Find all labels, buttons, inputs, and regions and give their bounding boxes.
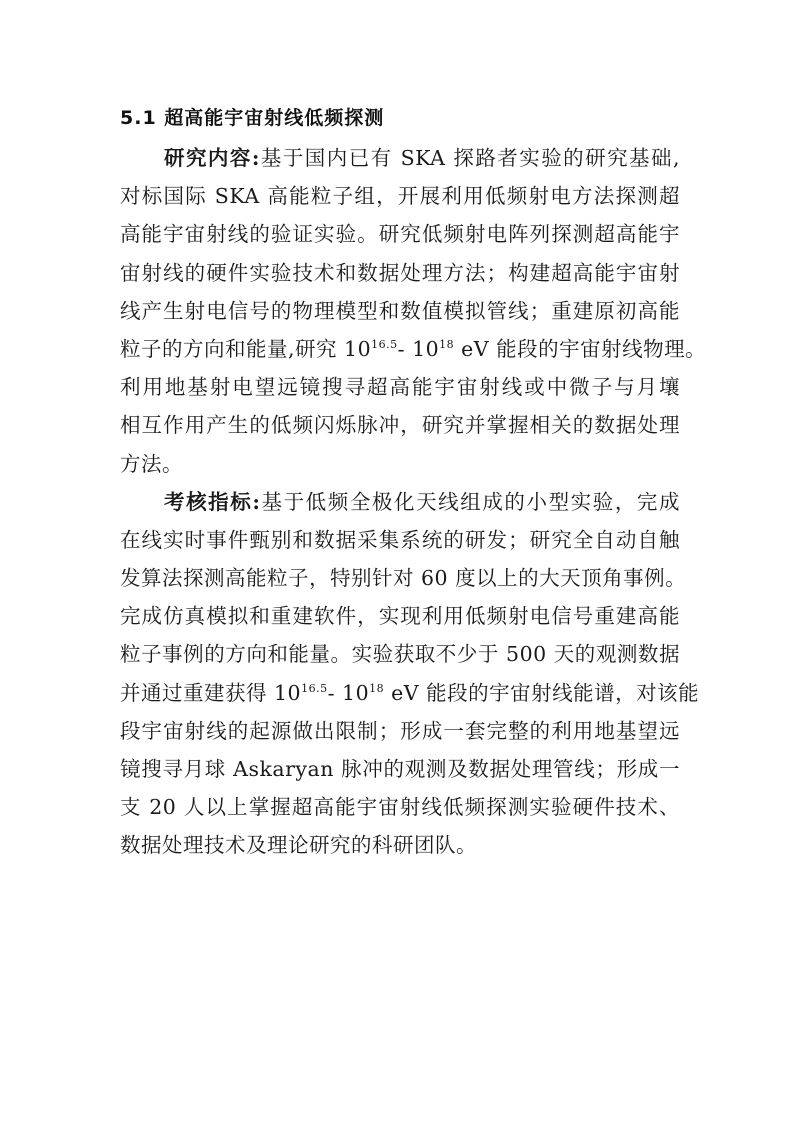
paragraph-lead: 研究内容: [164,146,260,170]
text-line: 线产生射电信号的物理模型和数值模拟管线；重建原初高能 [120,298,680,323]
text-line: 镜搜寻月球 Askaryan 脉冲的观测及数据处理管线；形成一 [120,757,680,781]
paragraph-lead: 考核指标: [164,489,261,514]
text-line: 粒子事例的方向和能量。实验获取不少于 500 天的观测数据 [120,642,680,667]
section-number: 5.1 [120,107,157,129]
line-text: 粒子的方向和能量,研究 10 [120,336,372,361]
section-title: 超高能宇宙射线低频探测 [164,107,385,129]
text-line: 方法。 [120,451,183,476]
paragraph-research-content [120,139,707,483]
text-line: 对标国际 SKA 高能粒子组，开展利用低频射电方法探测超 [120,184,680,209]
text-line: 段宇宙射线的起源做出限制；形成一套完整的利用地基望远 [120,718,680,743]
superscript-exponent: 16.5 [371,337,398,351]
text-line [120,674,700,712]
text-line: 宙射线的硬件实验技术和数据处理方法；构建超高能宇宙射 [120,260,680,285]
text-line: 相互作用产生的低频闪烁脉冲，研究并掌握相关的数据处理 [120,413,680,438]
text-line: 利用地基射电望远镜搜寻超高能宇宙射线或中微子与月壤 [120,375,680,400]
text-line: 支 20 人以上掌握超高能宇宙射线低频探测实验硬件技术、 [120,795,680,820]
section-heading [120,103,680,130]
line-text: eV 能段的宇宙射线能谱，对该能 [384,680,700,705]
line-text: 基于国内已有 SKA 探路者实验的研究基础, [259,146,680,170]
superscript-exponent: 18 [369,681,385,695]
text-line [120,139,680,177]
paragraph-assessment-indicators [120,483,700,865]
line-text: 基于低频全极化天线组成的小型实验，完成 [260,489,680,514]
text-line: 完成仿真模拟和重建软件，实现利用低频射电信号重建高能 [120,604,680,629]
superscript-exponent: 16.5 [301,681,328,695]
text-line: 在线实时事件甄别和数据采集系统的研发；研究全自动自触 [120,527,680,552]
line-text: - 10 [397,336,440,361]
document-body [120,139,707,865]
text-line: 发算法探测高能粒子，特别针对 60 度以上的大天顶角事例。 [120,566,687,591]
text-line: 数据处理技术及理论研究的科研团队。 [120,833,477,858]
text-line: 高能宇宙射线的验证实验。研究低频射电阵列探测超高能宇 [120,222,680,247]
line-text: - 10 [327,680,370,705]
line-text: 并通过重建获得 10 [120,680,302,705]
line-text: eV 能段的宇宙射线物理。 [454,336,707,361]
text-line [120,483,680,521]
superscript-exponent: 18 [439,337,455,351]
text-line [120,330,707,368]
